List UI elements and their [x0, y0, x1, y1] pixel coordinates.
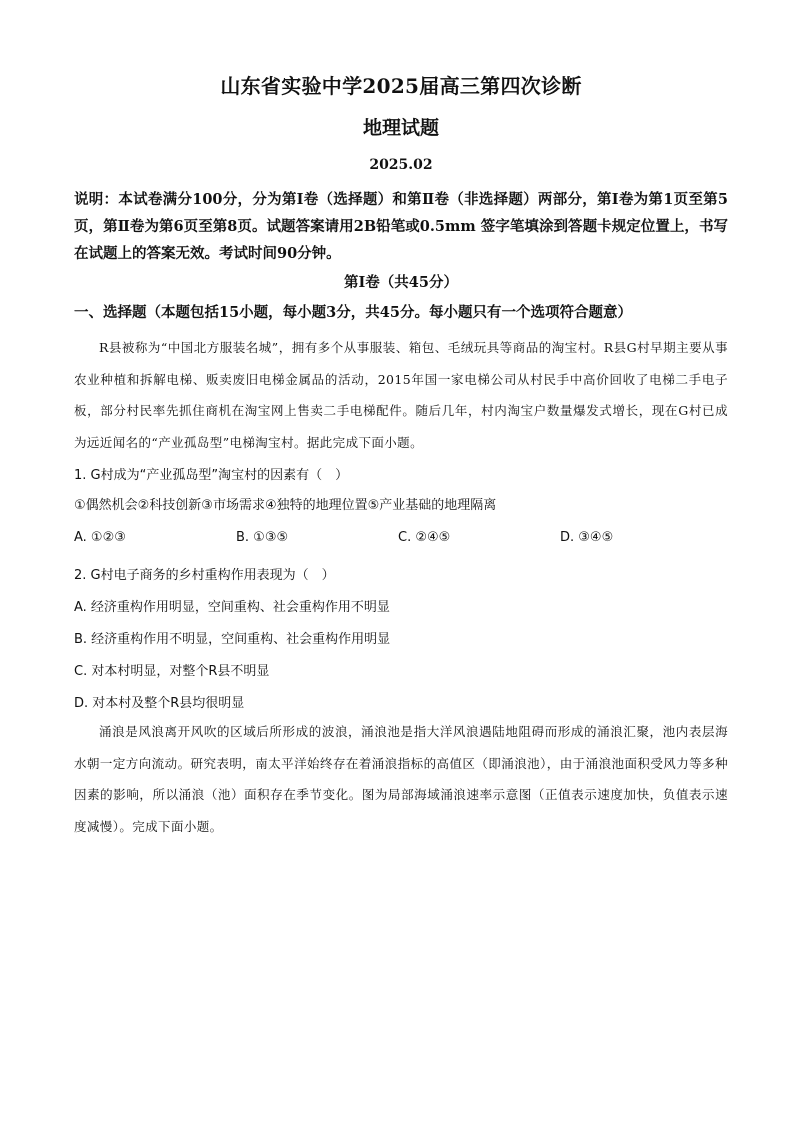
question-1-option-c: C. ②④⑤ — [398, 530, 451, 545]
question-1-choices: ①偶然机会②科技创新③市场需求④独特的地理位置⑤产业基础的地理隔离 — [74, 498, 497, 513]
part-one-title: 第Ⅰ卷（共45分） — [344, 274, 458, 291]
question-1-options — [74, 528, 728, 548]
question-1-option-d: D. ③④⑤ — [560, 530, 614, 545]
reading-passage-1: R县被称为“中国北方服装名城”，拥有多个从事服装、箱包、毛绒玩具等商品的淘宝村。R县G村早期主要从事农业种植和拆解电梯、贩卖废旧电梯金属品的活动，2015年国一家电梯公司从村民手中高价回收了电梯二手电子板，部分村民率先抓住商机在淘宝网上售卖二手电梯配件。随后几年，村内淘宝户数量爆发式增长，现在G村已成为远近闻名的“产业孤岛型”电梯淘宝村。据此完成下面小题。 — [74, 340, 728, 450]
question-1-option-b: B. ①③⑤ — [236, 530, 289, 545]
exam-instructions: 说明：本试卷满分100分，分为第Ⅰ卷（选择题）和第Ⅱ卷（非选择题）两部分，第Ⅰ卷为第1页至第5页，第Ⅱ卷为第6页至第8页。试题答案请用2B铅笔或0.5mm 签字笔填涂到答题卡规定位置上，书写在试题上的答案无效。考试时间90分钟。 — [74, 191, 728, 262]
question-2-stem: 2. G村电子商务的乡村重构作用表现为（ ） — [74, 568, 335, 583]
section-one-title: 一、选择题（本题包括15小题，每小题3分，共45分。每小题只有一个选项符合题意） — [74, 304, 632, 321]
exam-date: 2025.02 — [369, 157, 433, 173]
question-2-option-d: D. 对本村及整个R县均很明显 — [74, 696, 245, 711]
exam-subtitle: 地理试题 — [362, 117, 439, 139]
question-2-option-a: A. 经济重构作用明显，空间重构、社会重构作用不明显 — [74, 600, 390, 615]
question-2-option-b: B. 经济重构作用不明显，空间重构、社会重构作用明显 — [74, 632, 391, 647]
reading-passage-2: 涌浪是风浪离开风吹的区域后所形成的波浪，涌浪池是指大洋风浪遇陆地阻碍而形成的涌浪汇聚，池内表层海水朝一定方向流动。研究表明，南太平洋始终存在着涌浪指标的高值区（即涌浪池），由于涌浪池面积受风力等多种因素的影响，所以涌浪（池）面积存在季节变化。图为局部海域涌浪速率示意图（正值表示速度加快，负值表示速度减慢）。完成下面小题。 — [74, 724, 728, 834]
exam-title: 山东省实验中学2025届高三第四次诊断 — [220, 74, 582, 98]
question-1-stem: 1. G村成为“产业孤岛型”淘宝村的因素有（ ） — [74, 468, 349, 483]
question-1-option-a: A. ①②③ — [74, 530, 126, 545]
question-2-option-c: C. 对本村明显，对整个R县不明显 — [74, 664, 270, 679]
